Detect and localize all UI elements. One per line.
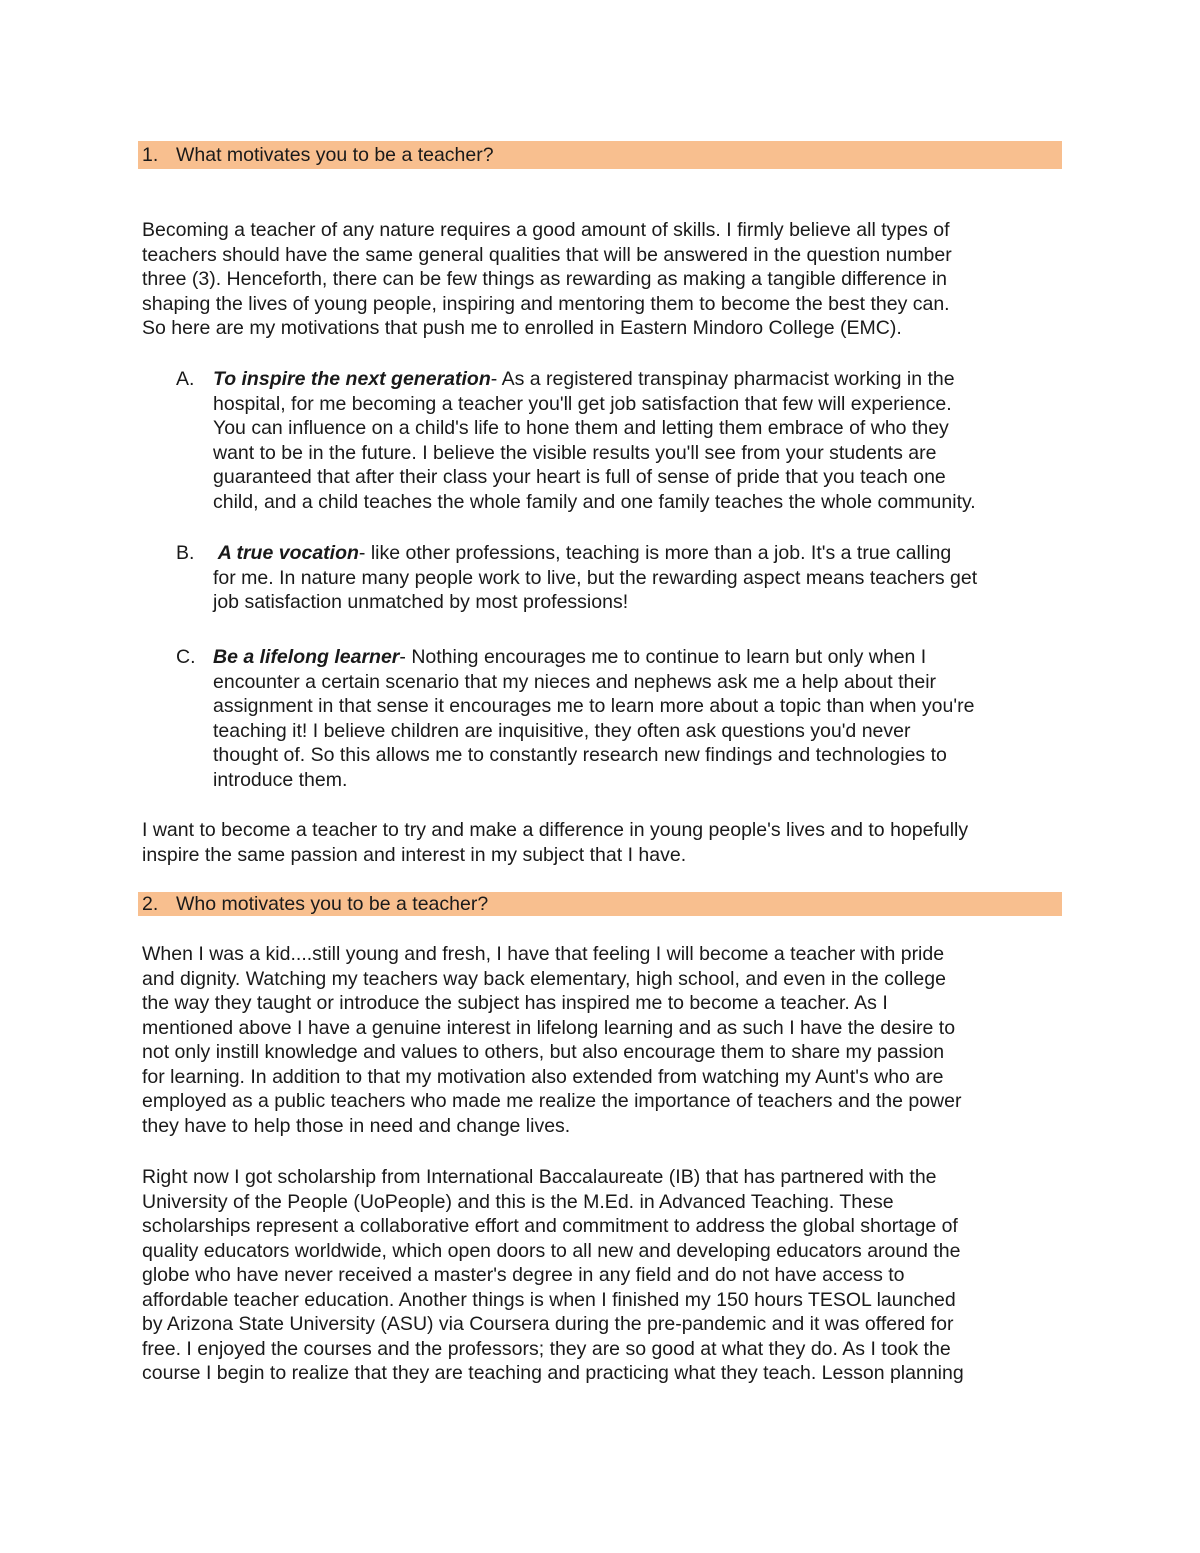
text-line: three (3). Henceforth, there can be few things as rewarding as making a tangible difference in (142, 268, 948, 290)
text-line: University of the People (UoPeople) and this is the M.Ed. in Advanced Teaching. These (142, 1190, 894, 1213)
text-line: scholarships represent a collaborative effort and commitment to address the global shortage of (142, 1215, 958, 1237)
question-1-intro-paragraph (142, 218, 1062, 341)
question-1-closing-paragraph (142, 818, 1062, 867)
text-line: Becoming a teacher of any nature requires a good amount of skills. I firmly believe all types of (142, 219, 950, 241)
motivation-item-a (176, 367, 1062, 514)
list-marker: C. (176, 646, 196, 668)
question-2-title: Who motivates you to be a teacher? (176, 893, 489, 915)
text-line: globe who have never received a master's degree in any field and do not have access to (142, 1264, 905, 1286)
text-line: encounter a certain scenario that my nieces and nephews ask me a help about their (213, 670, 937, 693)
question-2-paragraph-2 (142, 1165, 1062, 1386)
text-line: Right now I got scholarship from International Baccalaureate (IB) that has partnered with the (142, 1166, 937, 1188)
text-line: teaching it! I believe children are inquisitive, they often ask questions you'd never (213, 719, 911, 742)
text-line: teachers should have the same general qualities that will be answered in the question number (142, 243, 952, 266)
question-1-number: 1. (142, 144, 159, 166)
text-line: want to be in the future. I believe the visible results you'll see from your students are (213, 441, 937, 464)
motivation-item-b (176, 541, 1062, 615)
text-line: So here are my motivations that push me to enrolled in Eastern Mindoro College (EMC). (142, 317, 902, 339)
text-line: assignment in that sense it encourages me to learn more about a topic than when you're (213, 695, 975, 717)
text-line: for learning. In addition to that my motivation also extended from watching my Aunt's who are (142, 1065, 944, 1088)
text-line: for me. In nature many people work to live, but the rewarding aspect means teachers get (213, 566, 978, 589)
item-term: Be a lifelong learner (213, 646, 400, 668)
text-line: I want to become a teacher to try and make a difference in young people's lives and to hopefully (142, 819, 969, 841)
text-line: You can influence on a child's life to hone them and letting them embrace of who they (213, 417, 949, 439)
text-line: child, and a child teaches the whole family and one family teaches the whole community. (213, 490, 976, 513)
text-line: guaranteed that after their class your heart is full of sense of pride that you teach one (213, 466, 946, 488)
text-line: mentioned above I have a genuine interest in lifelong learning and as such I have the desire to (142, 1016, 956, 1039)
text-line: inspire the same passion and interest in my subject that I have. (142, 843, 687, 866)
text-line: introduce them. (213, 768, 348, 791)
question-2-number: 2. (142, 893, 159, 915)
text-line: When I was a kid....still young and fresh, I have that feeling I will become a teacher with pride (142, 943, 945, 965)
text-line: job satisfaction unmatched by most professions! (213, 591, 629, 613)
text-line: - As a registered transpinay pharmacist working in the (490, 368, 955, 390)
text-line: - Nothing encourages me to continue to learn but only when I (399, 646, 927, 668)
text-line: thought of. So this allows me to constantly research new findings and technologies to (213, 744, 947, 766)
text-line: by Arizona State University (ASU) via Coursera during the pre-pandemic and it was offered for (142, 1313, 954, 1335)
text-line: and dignity. Watching my teachers way back elementary, high school, and even in the college (142, 967, 946, 990)
text-line: - like other professions, teaching is more than a job. It's a true calling (358, 542, 952, 564)
text-line: employed as a public teachers who made me realize the importance of teachers and the power (142, 1090, 962, 1112)
question-1-title: What motivates you to be a teacher? (176, 144, 494, 166)
item-term: To inspire the next generation (213, 368, 491, 390)
text-line: hospital, for me becoming a teacher you'll get job satisfaction that few will experience. (213, 392, 952, 415)
text-line: affordable teacher education. Another things is when I finished my 150 hours TESOL launched (142, 1288, 956, 1311)
text-line: course I begin to realize that they are teaching and practicing what they teach. Lesson planning (142, 1362, 964, 1384)
question-2-heading (138, 892, 1062, 916)
text-line: quality educators worldwide, which open doors to all new and developing educators around the (142, 1239, 961, 1262)
list-marker: B. (176, 542, 195, 564)
motivation-item-c (176, 645, 1062, 792)
text-line: the way they taught or introduce the subject has inspired me to become a teacher. As I (142, 992, 888, 1014)
question-1-heading (138, 141, 1062, 169)
question-2-paragraph-1 (142, 942, 1062, 1138)
item-term: A true vocation (213, 542, 359, 564)
list-marker: A. (176, 368, 195, 390)
text-line: they have to help those in need and change lives. (142, 1114, 571, 1137)
text-line: shaping the lives of young people, inspiring and mentoring them to become the best they can. (142, 292, 950, 315)
text-line: free. I enjoyed the courses and the professors; they are so good at what they do. As I took the (142, 1337, 951, 1360)
text-line: not only instill knowledge and values to others, but also encourage them to share my passion (142, 1041, 945, 1063)
